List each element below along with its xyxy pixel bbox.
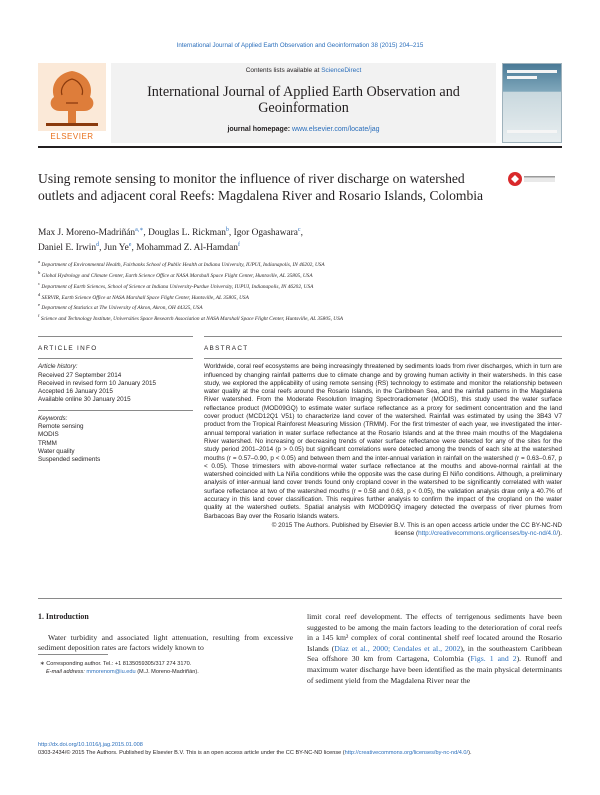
abstract-top-rule: [204, 336, 562, 337]
history-item: Available online 30 January 2015: [38, 396, 131, 404]
author-name: Jun Ye: [103, 243, 129, 254]
author-affiliation-marker[interactable]: e: [128, 242, 132, 249]
affiliation-item: [38, 269, 562, 280]
affiliation-marker: f: [38, 313, 40, 319]
introduction-paragraph: Water turbidity and associated light attenuation, resulting from excessive sediment deposition rates are factors widely known to: [38, 632, 293, 653]
elsevier-logo: [38, 63, 106, 143]
abstract-text: Worldwide, coral reef ecosystems are being increasingly threatened by sediments loads from river discharges, which in turn are influenced by changing rainfall patterns due to climate change and by growing human activity in their watersheds. In this case study, we explored the applicability of using remote sensing (RS) technology to estimate and monitor the relationship between water quality at the coral reefs around the Rosario Islands, in the Caribbean Sea, and the rainfall patterns in the Magdalena River watershed. From the Moderate Resolution Imaging Spectroradiometer (MODIS), this study used the water surface reflectance product (MOD09GQ) to estimate water surface reflectance as a proxy for sediment concentration and the land cover product (MCD12Q1 V51) to characterize land cover of the watershed. Rainfall was estimated by using the 3B43 V7 product from the Tropical Rainforest Measuring Mission (TRMM). For the first trimester of each year, we investigated the inter-annual temporal variation in water surface reflectance at the Rosario Islands and at the three main mouths of the Magdalena River watershed. No increasing or decreasing trends of water surface reflectance were detected for any of the sites for the study period 2001–2014 (p > 0.05) but significant correlations were detected among the trends of each site at the watershed mouths (r = 0.57–0.90, p < 0.05) and between them and the inter-annual variation in rainfall on the watershed (r = 0.63–0.67, p < 0.05). Those trimesters with above-normal water surface reflectance at the mouths and above-normal rainfall at the watershed coincided with La Niña conditions while the opposite was the case during El Niño conditions. Although, a preliminary analysis of inter-annual land cover trends found only cropland cover in the watershed to be significantly correlated with water surface reflectance at two of the watershed mouths (r = 0.58 and 0.63, p < 0.05), the validation analysis draw only a 40.7% of accuracy in this land cover classification. This requires further analysis to confirm the impact of the cropland on the water quality at the watershed outlets. Spatial analysis with MOD09GQ imagery detected the overpass of river plumes from Barbacoas Bay over the Rosario Islands waters.: [204, 363, 562, 520]
author-name: Igor Ogashawara: [233, 228, 298, 239]
author-separator: ,: [228, 228, 234, 239]
author-affiliation-marker[interactable]: d: [96, 242, 100, 249]
abstract-heading: ABSTRACT: [204, 345, 249, 352]
journal-cover-thumbnail: [502, 63, 562, 143]
affiliation-marker: b: [38, 269, 41, 275]
affiliation-item: [38, 280, 562, 291]
affiliation-item: [38, 301, 562, 312]
keyword-item: TRMM: [38, 439, 57, 447]
cover-stripe: [507, 76, 537, 79]
author-separator: ,: [99, 243, 104, 254]
author-name: Daniel E. Irwin: [38, 243, 97, 254]
affiliation-text: Department of Statistics at The University of Akron, Akron, OH 44325, USA: [40, 305, 203, 312]
article-title: Using remote sensing to monitor the influence of river discharge on watershed outlets and adjacent coral Reefs: Magdalena River and Rosario Islands, Colombia: [38, 171, 484, 203]
journal-masthead: [38, 63, 562, 143]
abstract-bottom-rule: [38, 598, 562, 599]
author-affiliation-marker[interactable]: b: [225, 227, 229, 233]
introduction-right-column: limit coral reef development. The effects of terrigenous sediments have been suggested to be among the main factors leading to the deterioration of coral reefs in a 145 km² complex of coral continental shelf reef located around the Rosario Islands (Díaz et al., 2000; Cendales et al., 2002), in the southeastern Caribbean Sea offshore 30 km from Cartagena, Colombia (Figs. 1 and 2). Runoff and maximum water discharge have been identified as the main physical determinants of sediment yield from the Magdalena River near the: [307, 612, 563, 685]
keyword-item: Water quality: [38, 447, 75, 455]
masthead-divider: [38, 146, 562, 148]
license-link[interactable]: http://creativecommons.org/licenses/by-nc-nd/4.0/: [418, 530, 559, 538]
journal-homepage-line: journal homepage: www.elsevier.com/locate/jag: [227, 126, 380, 133]
affiliation-item: [38, 312, 562, 323]
history-item: Received in revised form 10 January 2015: [38, 379, 156, 387]
affiliation-marker: e: [38, 302, 41, 308]
affiliation-text: SERVIR, Earth Science Office at NASA Marshall Space Flight Center, Huntsville, AL 35805, USA: [40, 294, 249, 301]
keyword-item: Remote sensing: [38, 423, 84, 431]
info-heading-rule: [38, 358, 193, 359]
journal-title: International Journal of Applied Earth Observation and Geoinformation: [147, 84, 460, 116]
affiliation-list: [38, 258, 562, 323]
crossmark-badge[interactable]: [507, 171, 557, 187]
affiliation-marker: a: [38, 259, 41, 264]
article-history-label: Article history:: [38, 363, 78, 371]
article-info-column: [38, 345, 193, 465]
introduction-left-column: [38, 612, 293, 654]
page-footer: http://dx.doi.org/10.1016/j.jag.2015.01.008 0303-2434/© 2015 The Authors. Published by Elsevier B.V. This is an open access article under the CC BY-NC-ND license (http://creativecommons.org/licenses/by-nc-nd/4.0/).: [38, 741, 562, 757]
footer-license-link[interactable]: http://creativecommons.org/licenses/by-nc-nd/4.0/: [344, 750, 469, 757]
author-separator: ,: [143, 228, 149, 239]
affiliation-marker: c: [38, 280, 41, 286]
contents-available-line: Contents lists available at ScienceDirect: [245, 67, 362, 74]
affiliation-item: [38, 258, 562, 269]
doi-link[interactable]: http://dx.doi.org/10.1016/j.jag.2015.01.008: [38, 742, 143, 748]
author-line: [38, 239, 518, 254]
author-affiliation-marker[interactable]: a,∗: [135, 227, 144, 233]
affiliation-item: [38, 291, 562, 302]
sciencedirect-link[interactable]: ScienceDirect: [321, 67, 362, 74]
affiliation-marker: d: [38, 291, 41, 297]
journal-info-block: [111, 63, 496, 143]
publisher-wordmark: ELSEVIER: [50, 132, 94, 141]
affiliation-text: Department of Environmental Health, Fairbanks School of Public Health at Indiana University, IUPUI, Indianapolis, IN 46202, USA: [40, 261, 325, 268]
running-header[interactable]: International Journal of Applied Earth Observation and Geoinformation 38 (2015) 204–215: [176, 42, 424, 49]
abstract-heading-rule: [204, 358, 562, 359]
article-history-list: [38, 372, 193, 405]
corresponding-author-footnote: ∗ Corresponding author. Tel.: +1 8135059305/317 274 3170. E-mail address: mmorenom@iu.edu (M.J. Moreno-Madriñán).: [40, 661, 199, 675]
author-name: Max J. Moreno-Madriñán: [38, 228, 136, 239]
author-name: Douglas L. Rickman: [148, 228, 226, 239]
history-item: Accepted 16 January 2015: [38, 388, 113, 396]
keyword-item: Suspended sediments: [38, 456, 101, 464]
keyword-item: MODIS: [38, 431, 59, 439]
elsevier-tree-icon: [38, 63, 106, 131]
info-top-rule: [38, 336, 193, 337]
author-separator: ,: [131, 243, 137, 254]
crossmark-icon: [507, 171, 557, 187]
author-list: [38, 224, 518, 254]
affiliation-text: Science and Technology Institute, Universities Space Research Association at NASA Marshall Space Flight Center, Huntsville, AL 35805, USA: [39, 316, 343, 323]
keywords-list: [38, 423, 193, 464]
author-affiliation-marker[interactable]: c: [297, 227, 301, 233]
history-item: Received 27 September 2014: [38, 371, 122, 379]
cover-stripe: [507, 130, 557, 133]
author-line: [38, 224, 518, 239]
journal-homepage-link[interactable]: www.elsevier.com/locate/jag: [292, 126, 380, 133]
email-link[interactable]: mmorenom@iu.edu: [86, 669, 136, 675]
article-info-heading: ARTICLE INFO: [38, 345, 98, 352]
abstract-copyright: © 2015 The Authors. Published by Elsevier B.V. This is an open access article under the CC BY-NC-ND license (http://creativecommons.org/licenses/by-nc-nd/4.0/).: [271, 521, 562, 538]
affiliation-text: Department of Earth Sciences, School of Science at Indiana University-Purdue University, IUPUI, Indianapolis, IN 46202, USA: [40, 283, 314, 290]
author-separator: ,: [300, 228, 303, 239]
introduction-heading: 1. Introduction: [38, 612, 89, 621]
author-affiliation-marker[interactable]: f: [237, 242, 240, 249]
affiliation-text: Global Hydrology and Climate Center, Earth Science Office at NASA Marshall Space Flight Center, Huntsville, AL 35805, USA: [40, 272, 313, 279]
figure-link[interactable]: Figs. 1 and 2: [470, 654, 517, 664]
footnote-rule: [38, 654, 108, 655]
abstract-column: [204, 345, 562, 539]
keywords-label: Keywords:: [38, 414, 68, 422]
keywords-rule: [38, 410, 193, 411]
citation-link[interactable]: Díaz et al., 2000; Cendales et al., 2002: [334, 643, 461, 653]
cover-stripe: [507, 70, 557, 73]
author-name: Mohammad Z. Al-Hamdan: [136, 243, 238, 254]
